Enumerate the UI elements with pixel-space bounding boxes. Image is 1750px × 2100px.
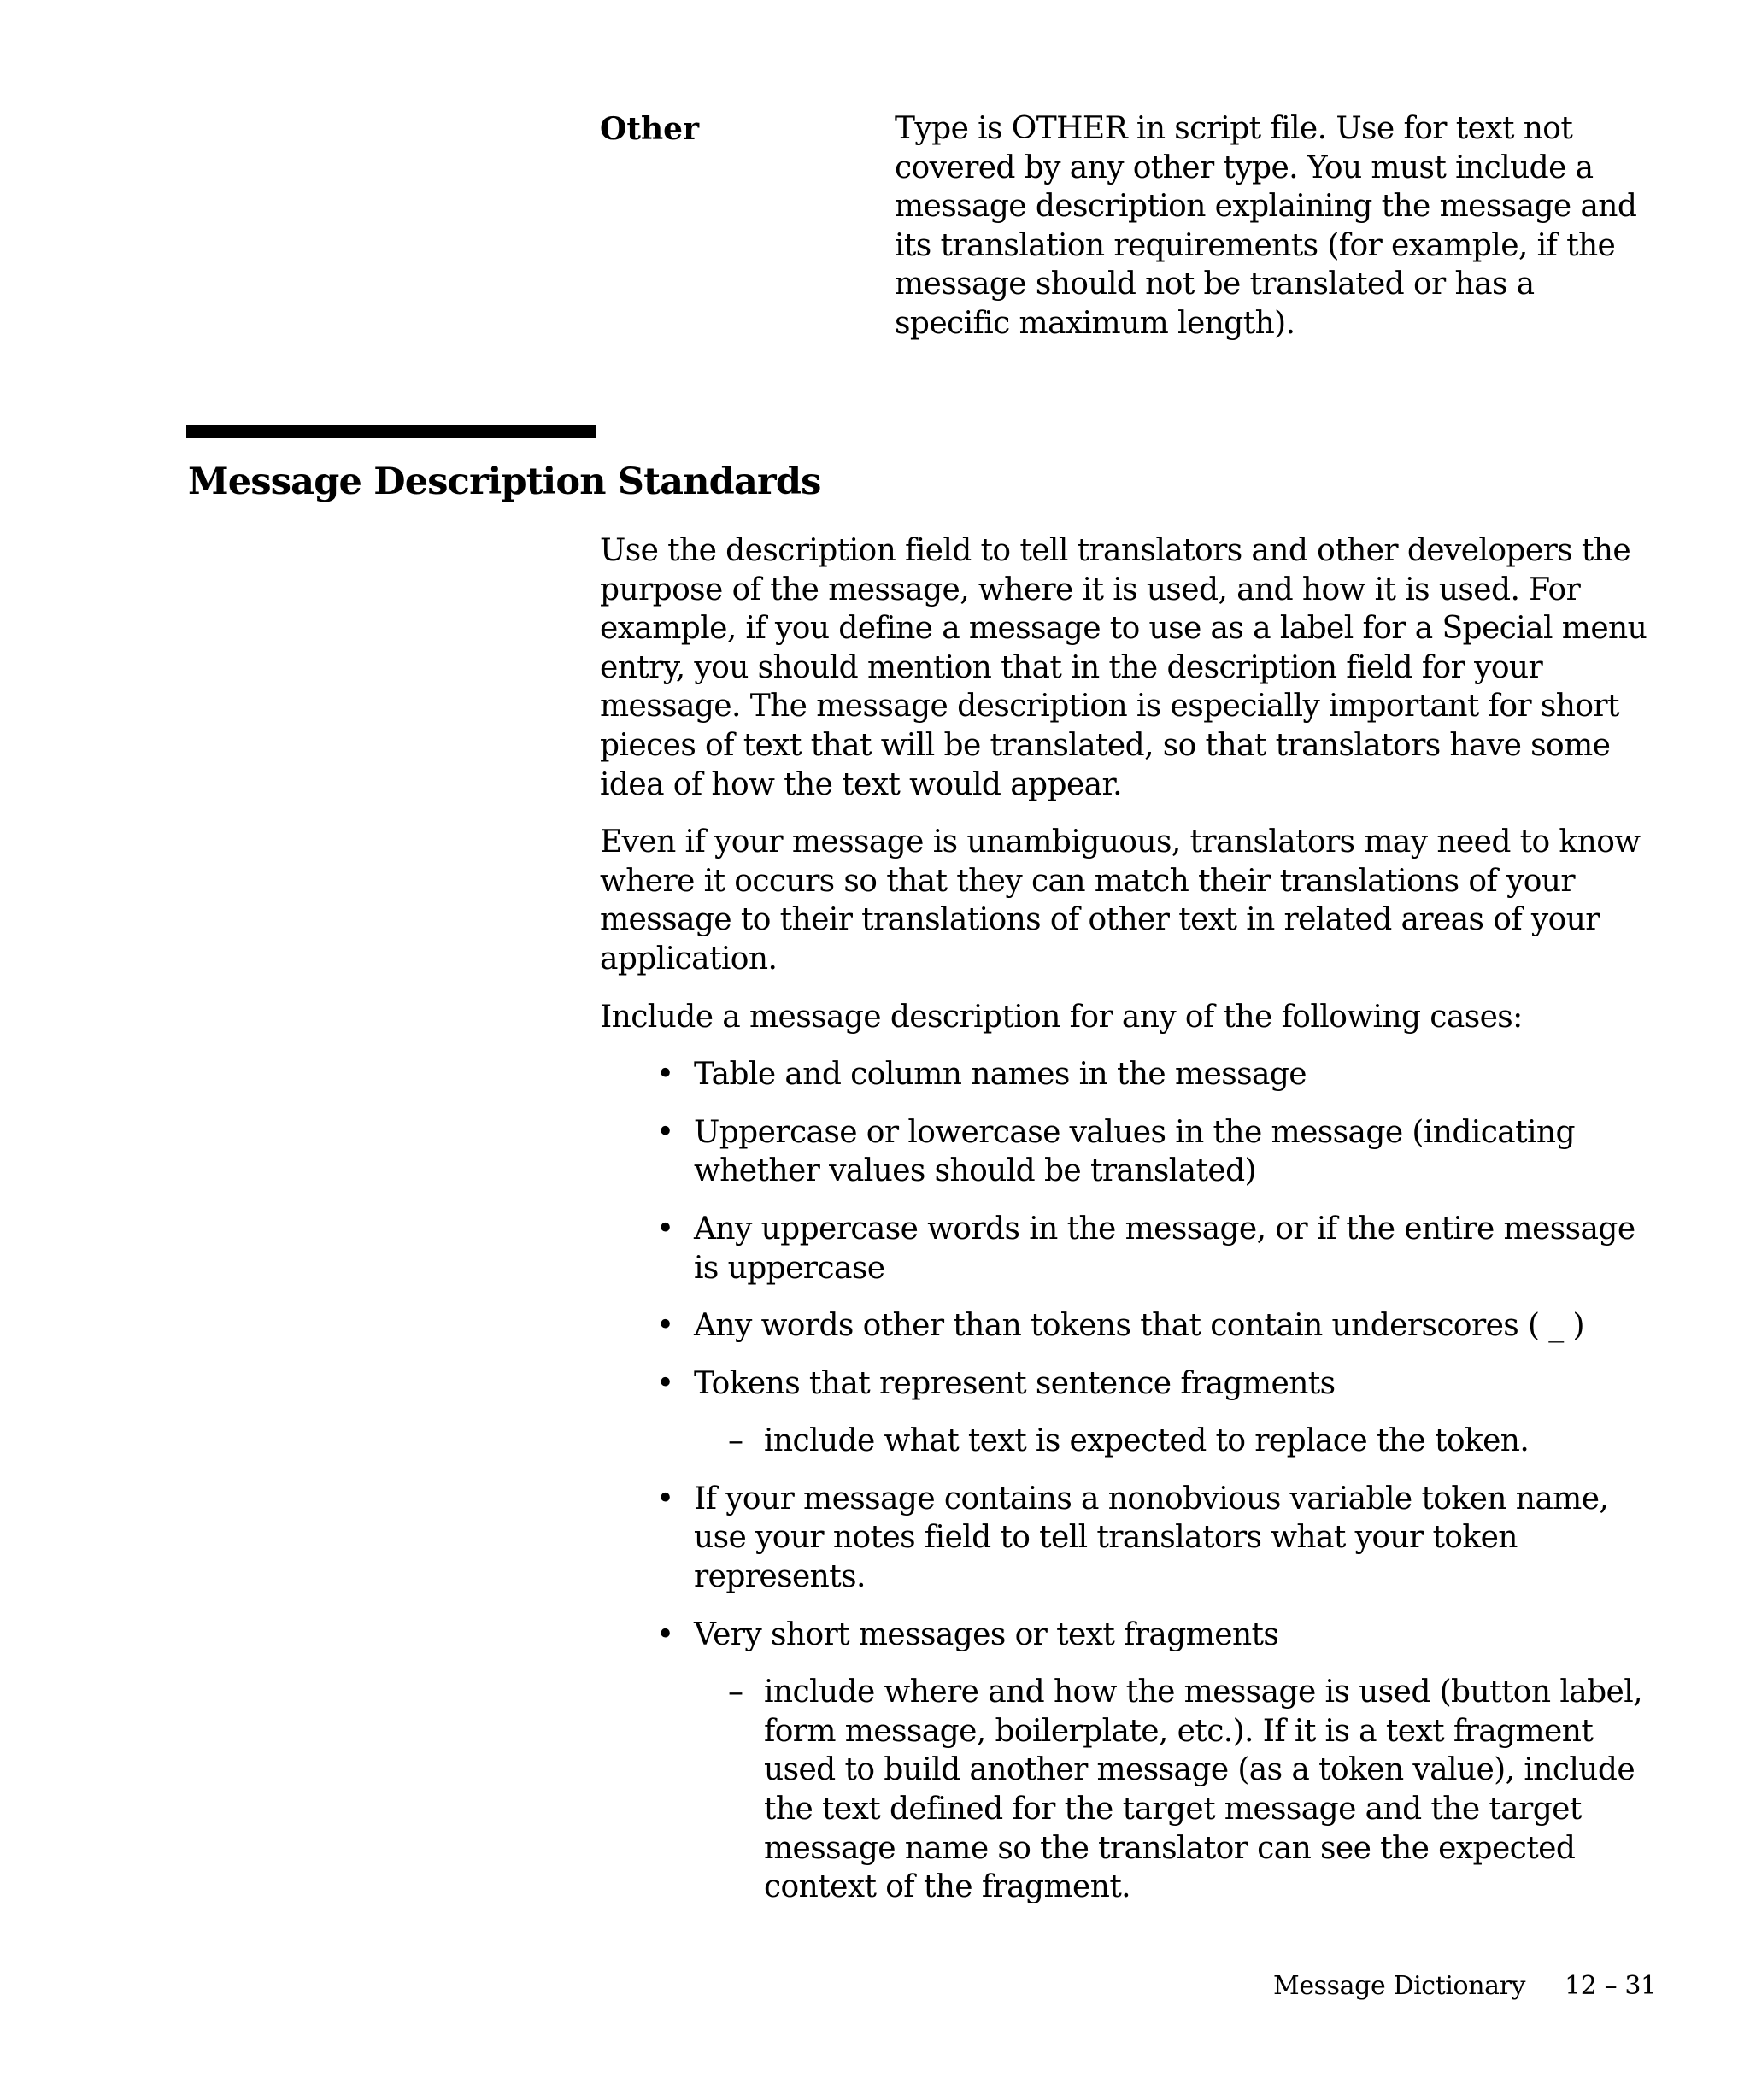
section-rule (186, 425, 596, 438)
bullet-text: Very short messages or text fragments (694, 1616, 1279, 1652)
dash-item (694, 1673, 1651, 1907)
bullet-text: If your message contains a nonobvious variable token name, use your notes field to tell translators what your token represents. (694, 1481, 1609, 1595)
page-footer (1273, 1970, 1657, 2003)
dash-icon: – (728, 1675, 743, 1710)
definition-term: Other (600, 111, 700, 147)
bullet-item-2 (600, 1113, 1651, 1191)
section-title: Message Description Standards (188, 460, 821, 503)
bullet-item-6 (600, 1480, 1651, 1597)
footer-chapter: Message Dictionary (1273, 1971, 1526, 2001)
dash-list (694, 1673, 1651, 1907)
dash-text: include what text is expected to replace the token. (764, 1423, 1530, 1459)
bullet-item-5 (600, 1364, 1651, 1461)
bullet-list (600, 1055, 1651, 1907)
bullet-text: Table and column names in the message (694, 1057, 1307, 1093)
paragraph-1: Use the description field to tell translators and other developers the purpose of the message, where it is used, and how it is used. For example, if you define a message to use as a label for a Special menu entry, you should mention that in the description field for your message. The message description is especially important for short pieces of text that will be translated, so that translators have some idea of how the text would appear. (600, 533, 1647, 802)
bullet-text: Uppercase or lowercase values in the message (indicating whether values should be translated) (694, 1114, 1575, 1189)
dash-text: include where and how the message is used (button label, form message, boilerplate, etc.). If it is a text fragment used to build another message (as a token value), include the text defined for the target message and the target message name so the translator can see the expected context of the fragment. (764, 1675, 1642, 1905)
bullet-text: Tokens that represent sentence fragments (694, 1365, 1336, 1401)
bullet-icon: • (656, 1481, 674, 1516)
bullet-item-7 (600, 1616, 1651, 1907)
bullet-icon: • (656, 1057, 674, 1093)
bullet-item-3 (600, 1210, 1651, 1288)
bullet-icon: • (656, 1114, 674, 1150)
dash-list (694, 1422, 1651, 1461)
section-body (600, 531, 1651, 1926)
bullet-icon: • (656, 1616, 674, 1652)
bullet-text: Any words other than tokens that contain underscores ( _ ) (694, 1308, 1584, 1344)
bullet-text: Any uppercase words in the message, or if the entire message is uppercase (694, 1211, 1635, 1286)
definition-body: Type is OTHER in script file. Use for text not covered by any other type. You must include a message description explaining the message and its translation requirements (for example, if the message should not be translated or has a specific maximum length). (895, 111, 1637, 341)
bullet-icon: • (656, 1211, 674, 1247)
bullet-icon: • (656, 1365, 674, 1401)
paragraph-3: Include a message description for any of the following cases: (600, 999, 1523, 1035)
dash-item (694, 1422, 1651, 1461)
bullet-item-1 (600, 1055, 1651, 1094)
bullet-item-4 (600, 1306, 1651, 1346)
bullet-icon: • (656, 1308, 674, 1344)
dash-icon: – (728, 1423, 743, 1459)
footer-page-number: 12 – 31 (1565, 1971, 1657, 2001)
paragraph-2: Even if your message is unambiguous, translators may need to know where it occurs so that they can match their translations of your message to their translations of other text in related areas of your application. (600, 824, 1641, 977)
